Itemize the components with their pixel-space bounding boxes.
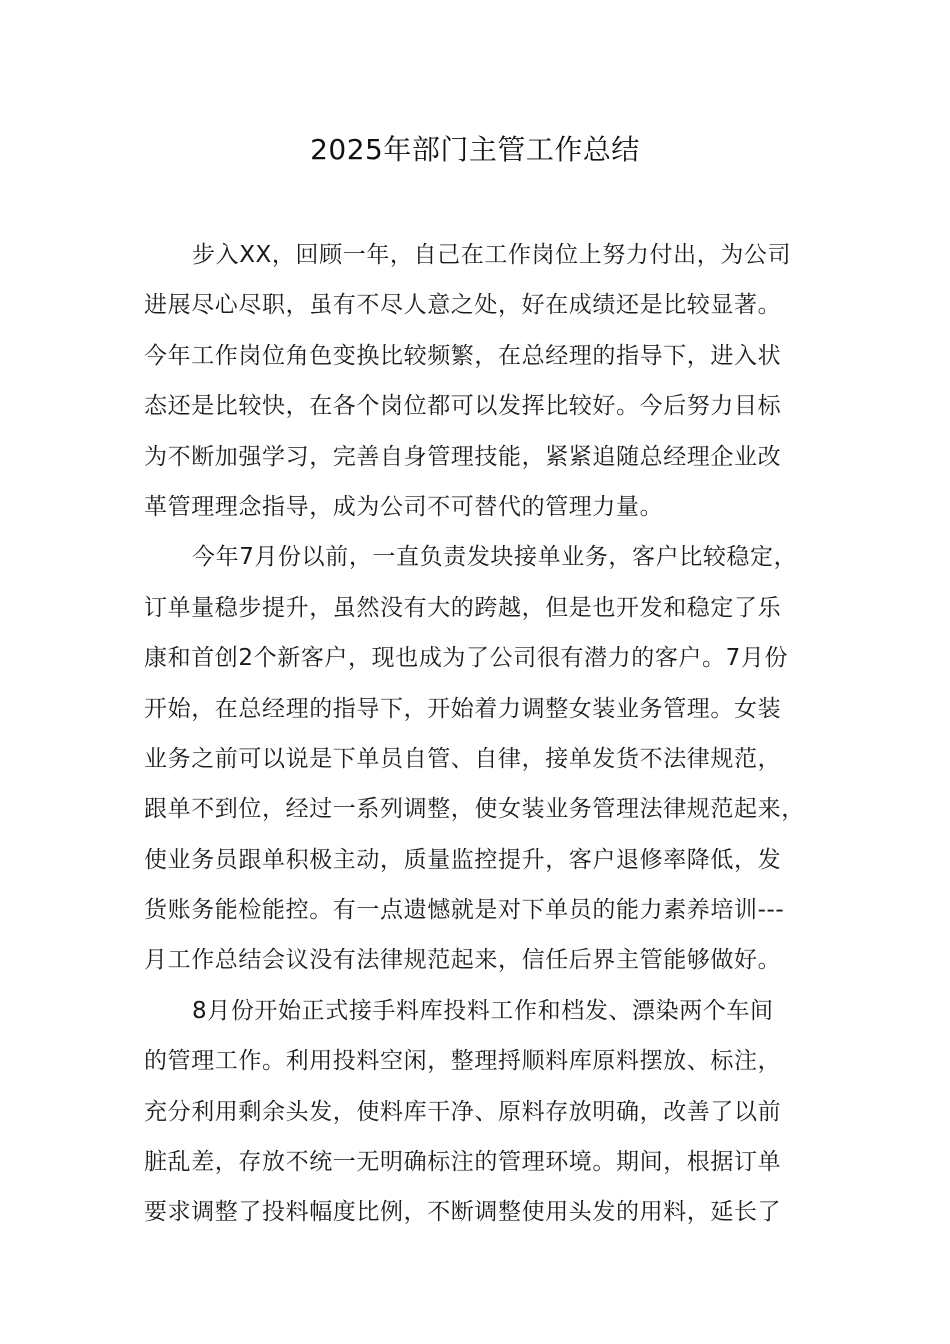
text-line: 使业务员跟单积极主动，质量监控提升，客户退修率降低，发 <box>144 846 782 873</box>
text-line: 开始，在总经理的指导下，开始着力调整女装业务管理。女装 <box>144 695 782 722</box>
text-line: 要求调整了投料幅度比例，不断调整使用头发的用料，延长了 <box>144 1199 782 1226</box>
document-title: 2025年部门主管工作总结 <box>310 133 640 166</box>
text-line: 态还是比较快，在各个岗位都可以发挥比较好。今后努力目标 <box>144 393 782 420</box>
text-line: 跟单不到位，经过一系列调整，使女装业务管理法律规范起来， <box>144 796 805 823</box>
text-line: 今年工作岗位角色变换比较频繁，在总经理的指导下，进入状 <box>144 342 782 369</box>
text-line: 为不断加强学习，完善自身管理技能，紧紧追随总经理企业改 <box>144 443 782 470</box>
paragraph-3 <box>144 986 824 1238</box>
text-line: 订单量稳步提升，虽然没有大的跨越，但是也开发和稳定了乐 <box>144 594 782 621</box>
text-line: 康和首创2个新客户，现也成为了公司很有潜力的客户。7月份 <box>144 645 789 672</box>
text-line: 8月份开始正式接手料库投料工作和档发、漂染两个车间 <box>192 997 774 1024</box>
text-line: 的管理工作。利用投料空闲，整理捋顺料库原料摆放、标注， <box>144 1048 782 1075</box>
text-line: 业务之前可以说是下单员自管、自律，接单发货不法律规范， <box>144 745 782 772</box>
text-line: 今年7月份以前，一直负责发块接单业务，客户比较稳定， <box>192 544 798 571</box>
text-line: 步入XX，回顾一年，自己在工作岗位上努力付出，为公司 <box>192 242 792 268</box>
text-line: 货账务能检能控。有一点遗憾就是对下单员的能力素养培训--- <box>144 897 785 924</box>
document-body <box>144 230 824 1238</box>
text-line: 脏乱差，存放不统一无明确标注的管理环境。期间，根据订单 <box>144 1149 782 1176</box>
text-line: 月工作总结会议没有法律规范起来，信任后界主管能够做好。 <box>144 947 782 974</box>
text-line: 进展尽心尽职，虽有不尽人意之处，好在成绩还是比较显著。 <box>144 292 782 319</box>
text-line: 充分利用剩余头发，使料库干净、原料存放明确，改善了以前 <box>144 1098 782 1125</box>
text-line: 革管理理念指导，成为公司不可替代的管理力量。 <box>144 493 664 520</box>
paragraph-1 <box>144 230 824 532</box>
paragraph-2 <box>144 532 824 986</box>
